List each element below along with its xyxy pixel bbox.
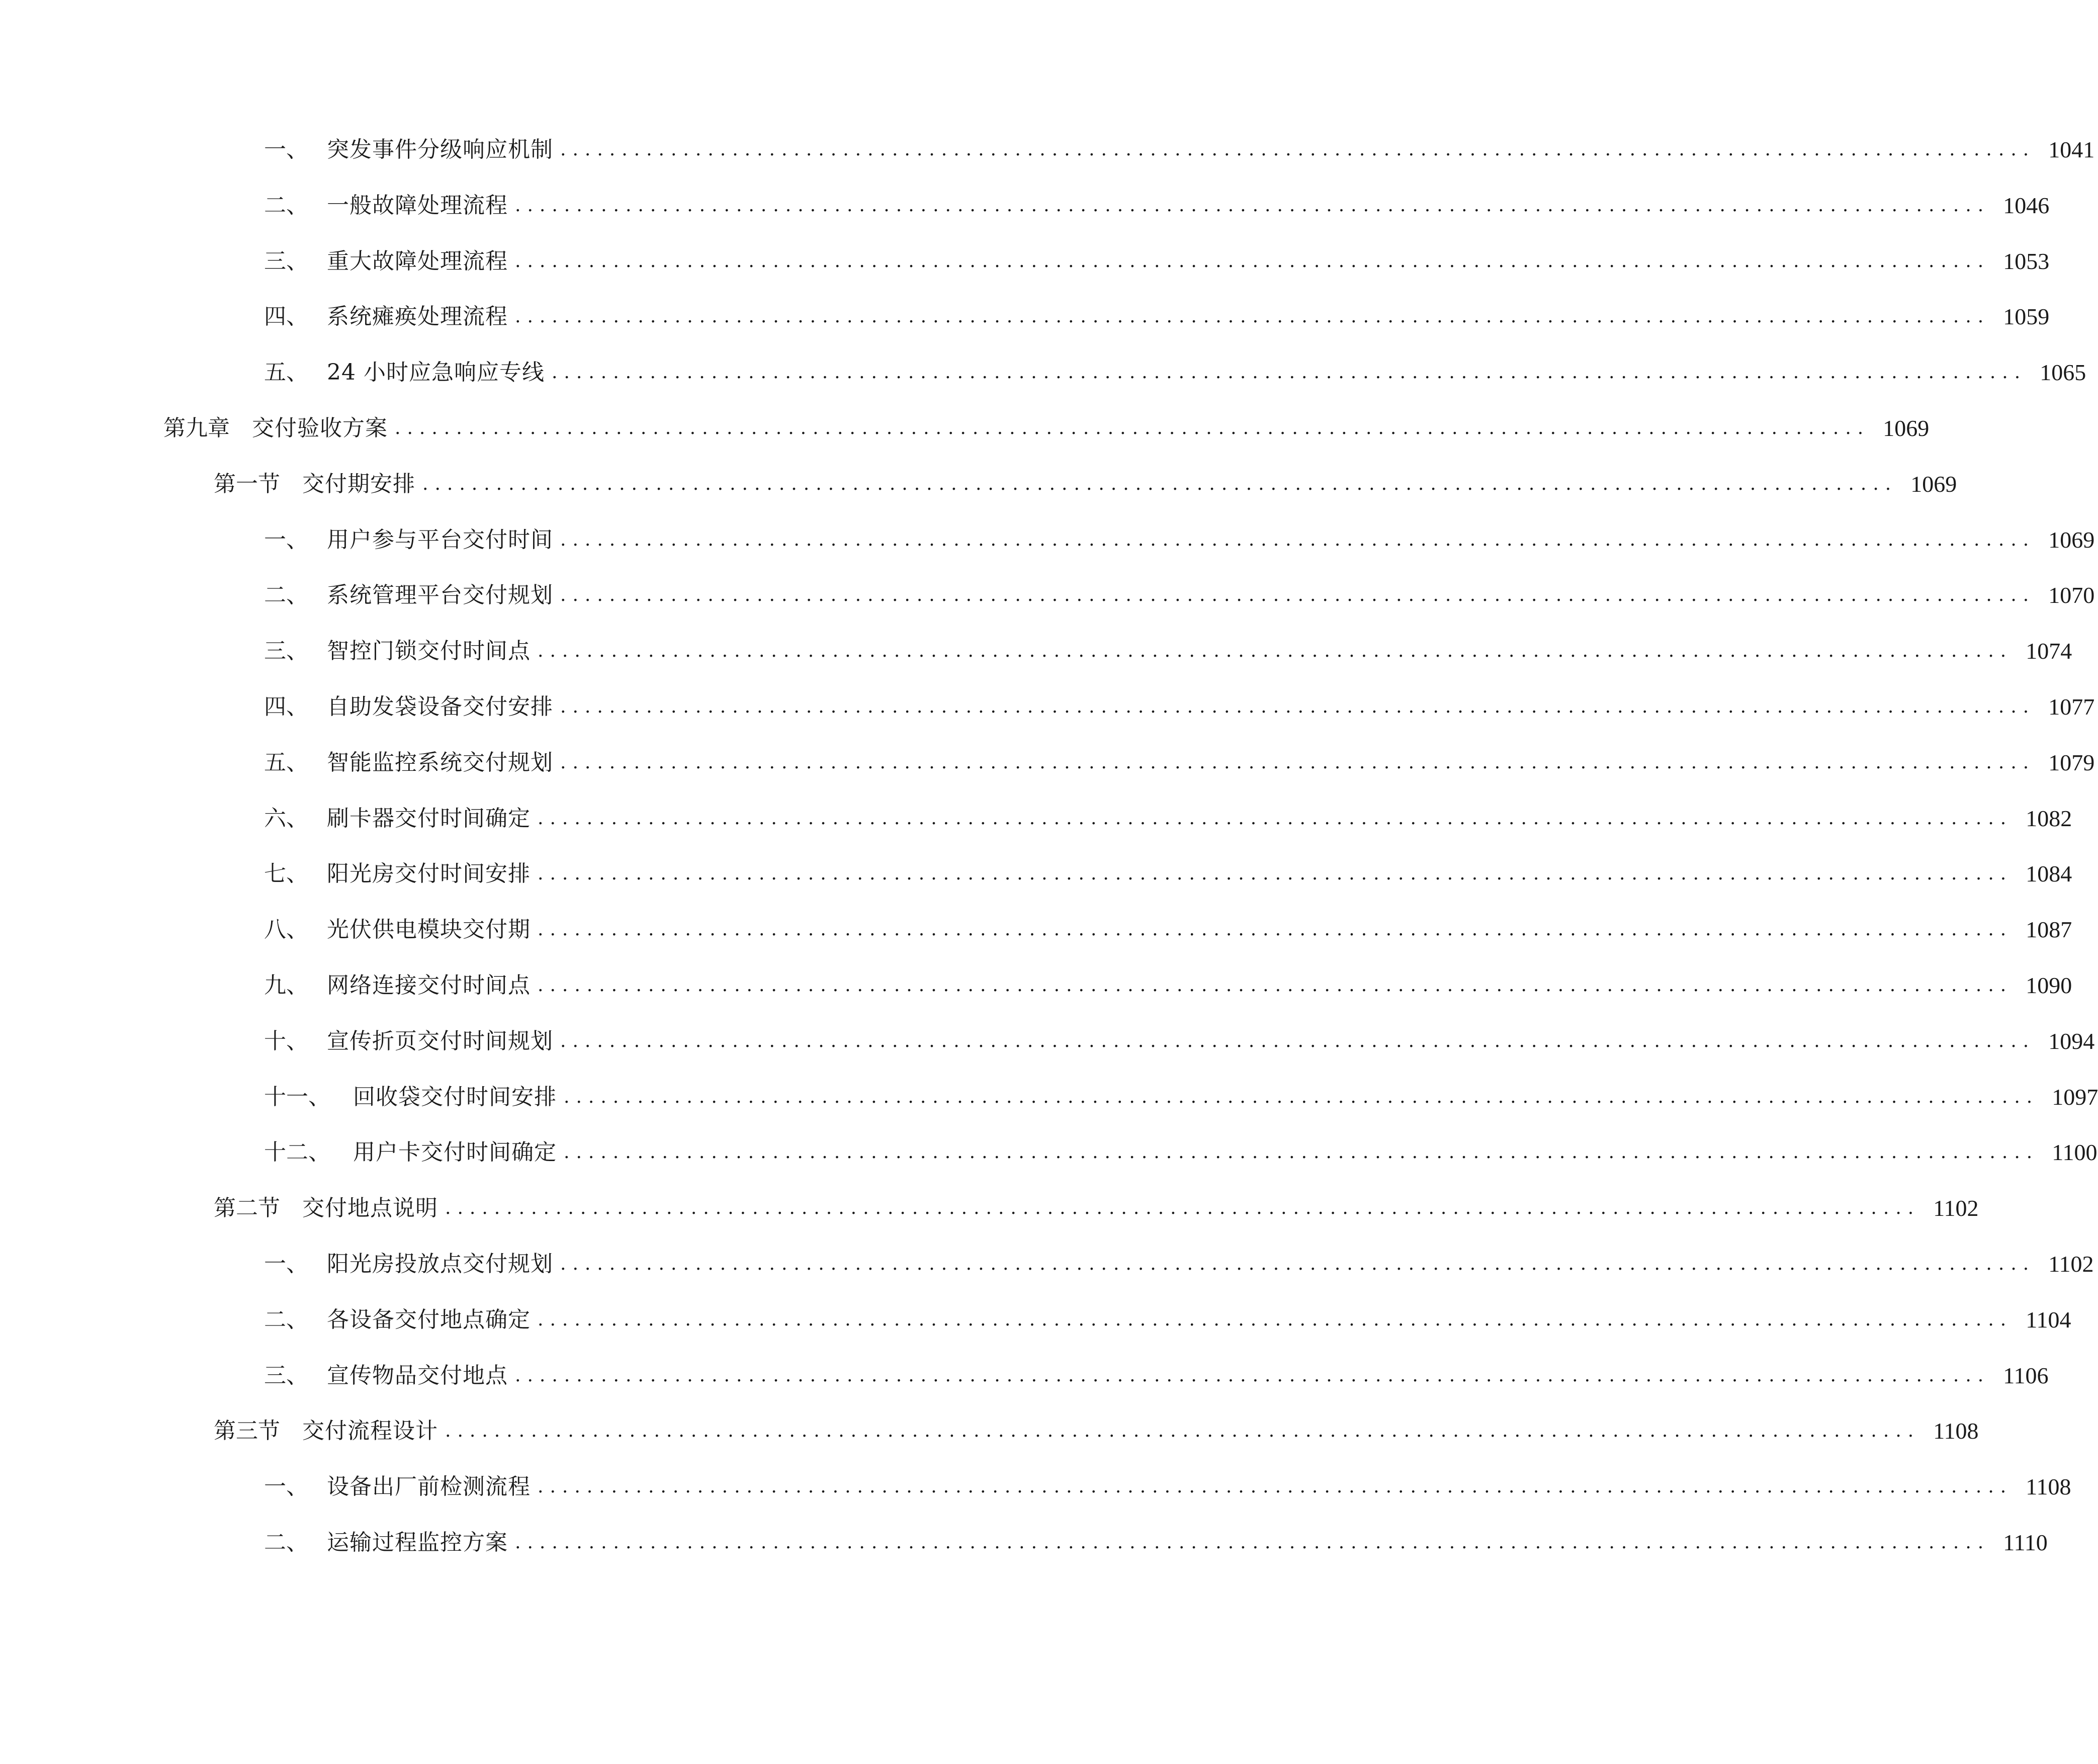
toc-entry-page-number: 1102 xyxy=(1933,1195,1979,1221)
toc-entry-number: 五、 xyxy=(264,750,308,775)
toc-entry-page-number: 1059 xyxy=(2003,304,2050,329)
toc-entry-title: 设备出厂前检测流程 xyxy=(327,1474,531,1500)
toc-dot-leader: ........................................................................................................................ xyxy=(515,195,1990,216)
toc-entry-title: 用户参与平台交付时间 xyxy=(327,527,553,553)
toc-entry-title: 用户卡交付时间确定 xyxy=(353,1139,557,1165)
toc-entry-number: 十二、 xyxy=(264,1139,330,1165)
toc-entry-number: 二、 xyxy=(264,1530,308,1555)
toc-entry-item[interactable] xyxy=(264,299,2050,335)
toc-entry-item[interactable] xyxy=(264,745,2095,781)
toc-entry-title: 系统瘫痪处理流程 xyxy=(327,304,508,329)
toc-entry-page-number: 1108 xyxy=(2026,1474,2071,1500)
toc-entry-item[interactable] xyxy=(264,1302,2071,1338)
toc-entry-item[interactable] xyxy=(264,1023,2095,1060)
toc-entry-item[interactable] xyxy=(264,1525,2048,1561)
toc-dot-leader: ........................................................................................................................ xyxy=(515,1365,1990,1386)
toc-entry-number: 八、 xyxy=(264,917,308,942)
toc-dot-leader: ........................................................................................................................ xyxy=(538,808,2013,829)
toc-entry-number: 第一节 xyxy=(214,471,280,497)
toc-entry-number: 二、 xyxy=(264,193,308,218)
toc-entry-page-number: 1108 xyxy=(1933,1418,1979,1444)
toc-entry-page-number: 1046 xyxy=(2003,193,2050,218)
toc-entry-title: 运输过程监控方案 xyxy=(327,1530,508,1555)
toc-entry-page-number: 1077 xyxy=(2048,694,2095,720)
toc-entry-number: 三、 xyxy=(264,638,308,664)
toc-dot-leader: ........................................................................................................................ xyxy=(560,696,2036,717)
toc-dot-leader: ........................................................................................................................ xyxy=(551,362,2027,383)
toc-entry-number: 九、 xyxy=(264,973,308,998)
toc-entry-title: 阳光房交付时间安排 xyxy=(327,861,531,887)
toc-entry-title: 24 小时应急响应专线 xyxy=(327,360,545,385)
toc-dot-leader: ........................................................................................................................ xyxy=(422,474,1898,494)
toc-entry-item[interactable] xyxy=(264,577,2095,613)
toc-entry-title: 网络连接交付时间点 xyxy=(327,973,531,998)
toc-entry-number: 第九章 xyxy=(163,415,230,441)
toc-entry-page-number: 1106 xyxy=(2003,1363,2049,1388)
toc-entry-title: 宣传折页交付时间规划 xyxy=(327,1028,553,1054)
toc-entry-number: 二、 xyxy=(264,1307,308,1333)
toc-entry-item[interactable] xyxy=(264,967,2072,1004)
toc-entry-item[interactable] xyxy=(264,633,2072,669)
toc-entry-title: 重大故障处理流程 xyxy=(327,248,508,274)
toc-entry-item[interactable] xyxy=(264,1134,2097,1171)
toc-dot-leader: ........................................................................................................................ xyxy=(564,1087,2039,1107)
toc-entry-number: 三、 xyxy=(264,1363,308,1388)
toc-entry-number: 七、 xyxy=(264,861,308,887)
toc-entry-page-number: 1102 xyxy=(2048,1251,2094,1277)
toc-entry-item[interactable] xyxy=(264,243,2050,280)
toc-entry-title: 交付期安排 xyxy=(302,471,415,497)
toc-entry-item[interactable] xyxy=(264,912,2072,948)
toc-entry-number: 第三节 xyxy=(214,1418,280,1444)
toc-entry-title: 光伏供电模块交付期 xyxy=(327,917,531,942)
toc-dot-leader: ........................................................................................................................ xyxy=(538,641,2013,661)
toc-dot-leader: ........................................................................................................................ xyxy=(515,251,1990,272)
toc-entry-item[interactable] xyxy=(264,522,2095,558)
toc-dot-leader: ........................................................................................................................ xyxy=(560,752,2036,773)
toc-entry-title: 一般故障处理流程 xyxy=(327,193,508,218)
toc-entry-number: 十一、 xyxy=(264,1084,330,1110)
toc-dot-leader: ........................................................................................................................ xyxy=(538,863,2013,884)
toc-dot-leader: ........................................................................................................................ xyxy=(515,1532,1990,1553)
toc-entry-page-number: 1090 xyxy=(2026,973,2072,998)
toc-entry-page-number: 1104 xyxy=(2026,1307,2071,1333)
toc-entry-item[interactable] xyxy=(264,1079,2098,1115)
toc-entry-title: 交付验收方案 xyxy=(252,415,388,441)
toc-entry-number: 一、 xyxy=(264,1474,308,1500)
toc-dot-leader: ........................................................................................................................ xyxy=(560,139,2036,160)
toc-dot-leader: ........................................................................................................................ xyxy=(560,1031,2036,1051)
toc-entry-item[interactable] xyxy=(264,856,2072,892)
toc-dot-leader: ........................................................................................................................ xyxy=(560,1254,2036,1274)
toc-entry-number: 三、 xyxy=(264,248,308,274)
toc-entry-item[interactable] xyxy=(264,1246,2094,1282)
toc-entry-page-number: 1053 xyxy=(2003,248,2050,274)
toc-entry-title: 宣传物品交付地点 xyxy=(327,1363,508,1388)
toc-dot-leader: ........................................................................................................................ xyxy=(445,1198,1920,1218)
toc-entry-page-number: 1041 xyxy=(2048,137,2095,162)
toc-dot-leader: ........................................................................................................................ xyxy=(538,975,2013,996)
toc-entry-title: 自助发袋设备交付安排 xyxy=(327,694,553,720)
toc-entry-page-number: 1087 xyxy=(2026,917,2072,942)
toc-entry-number: 六、 xyxy=(264,806,308,831)
toc-entry-page-number: 1069 xyxy=(2048,527,2095,553)
toc-entry-page-number: 1082 xyxy=(2026,806,2072,831)
toc-dot-leader: ........................................................................................................................ xyxy=(445,1421,1920,1441)
toc-entry-title: 交付地点说明 xyxy=(302,1195,438,1221)
toc-entry-title: 交付流程设计 xyxy=(302,1418,438,1444)
toc-entry-page-number: 1110 xyxy=(2003,1530,2048,1555)
toc-entry-title: 刷卡器交付时间确定 xyxy=(327,806,531,831)
toc-entry-number: 二、 xyxy=(264,582,308,608)
toc-entry-page-number: 1070 xyxy=(2048,582,2095,608)
toc-dot-leader: ........................................................................................................................ xyxy=(395,418,1870,438)
toc-entry-number: 第二节 xyxy=(214,1195,280,1221)
toc-entry-title: 各设备交付地点确定 xyxy=(327,1307,531,1333)
toc-entry-chapter[interactable] xyxy=(163,410,1930,447)
toc-entry-item[interactable] xyxy=(264,132,2095,168)
toc-entry-title: 智控门锁交付时间点 xyxy=(327,638,531,664)
toc-entry-page-number: 1069 xyxy=(1883,415,1930,441)
toc-entry-item[interactable] xyxy=(264,1358,2049,1394)
toc-dot-leader: ........................................................................................................................ xyxy=(538,919,2013,940)
toc-entry-page-number: 1084 xyxy=(2026,861,2072,887)
toc-entry-title: 回收袋交付时间安排 xyxy=(353,1084,557,1110)
toc-entry-section[interactable] xyxy=(214,1190,1979,1226)
toc-entry-number: 一、 xyxy=(264,1251,308,1277)
toc-entry-section[interactable] xyxy=(214,466,1957,502)
toc-entry-number: 四、 xyxy=(264,304,308,329)
toc-entry-title: 突发事件分级响应机制 xyxy=(327,137,553,162)
toc-dot-leader: ........................................................................................................................ xyxy=(560,585,2036,605)
toc-entry-page-number: 1100 xyxy=(2052,1139,2097,1165)
toc-entry-item[interactable] xyxy=(264,355,2086,391)
toc-entry-page-number: 1094 xyxy=(2048,1028,2095,1054)
toc-entry-page-number: 1097 xyxy=(2052,1084,2098,1110)
toc-dot-leader: ........................................................................................................................ xyxy=(538,1309,2013,1330)
toc-entry-number: 十、 xyxy=(264,1028,308,1054)
toc-entry-title: 系统管理平台交付规划 xyxy=(327,582,553,608)
toc-entry-section[interactable] xyxy=(214,1413,1979,1449)
toc-entry-title: 智能监控系统交付规划 xyxy=(327,750,553,775)
toc-entry-title: 阳光房投放点交付规划 xyxy=(327,1251,553,1277)
toc-entry-item[interactable] xyxy=(264,689,2095,725)
toc-entry-number: 五、 xyxy=(264,360,308,385)
toc-entry-item[interactable] xyxy=(264,801,2072,837)
toc-entry-item[interactable] xyxy=(264,188,2050,224)
toc-entry-page-number: 1069 xyxy=(1910,471,1957,497)
toc-entry-number: 四、 xyxy=(264,694,308,720)
toc-dot-leader: ........................................................................................................................ xyxy=(564,1142,2039,1163)
toc-dot-leader: ........................................................................................................................ xyxy=(515,306,1990,327)
toc-dot-leader: ........................................................................................................................ xyxy=(538,1476,2013,1497)
toc-entry-number: 一、 xyxy=(264,527,308,553)
toc-entry-number: 一、 xyxy=(264,137,308,162)
toc-dot-leader: ........................................................................................................................ xyxy=(560,530,2036,550)
toc-entry-item[interactable] xyxy=(264,1469,2071,1505)
toc-entry-page-number: 1065 xyxy=(2040,360,2086,385)
toc-entry-page-number: 1079 xyxy=(2048,750,2095,775)
toc-entry-page-number: 1074 xyxy=(2026,638,2072,664)
